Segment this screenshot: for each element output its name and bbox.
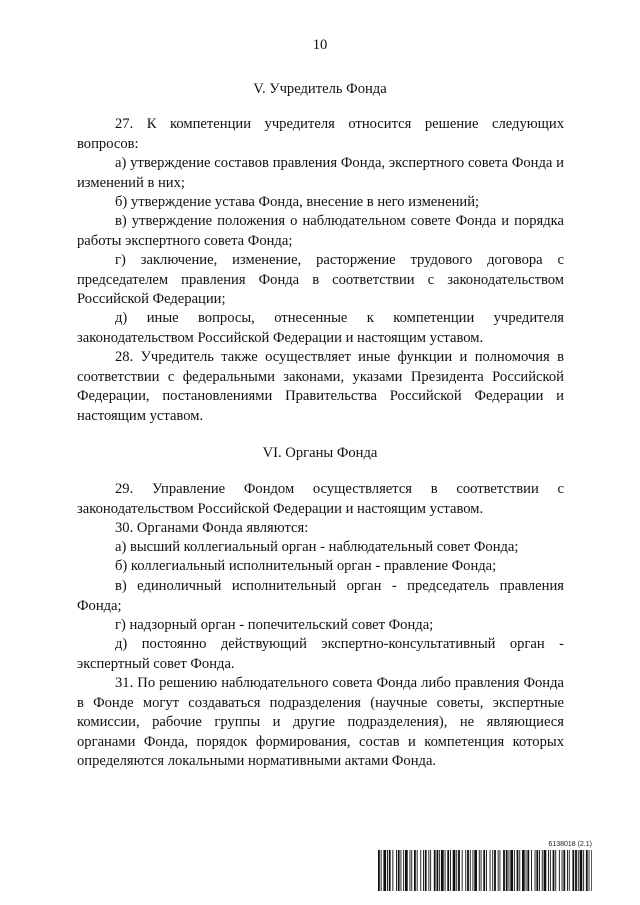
paragraph-28: 28. Учредитель также осуществляет иные функции и полномочия в соответствии с федеральными законами, указами Президента Российской Федерации, постановлениями Правительства Российской Федерации и настоящим уставом. — [77, 349, 564, 424]
paragraph-30v: в) единоличный исполнительный орган - председатель правления Фонда; — [77, 578, 564, 614]
paragraph-27g: г) заключение, изменение, расторжение трудового договора с председателем правления Фонда в соответствии с законодательством Российской Федерации; — [77, 252, 564, 307]
document-barcode — [378, 841, 592, 893]
paragraph-29: 29. Управление Фондом осуществляется в соответствии с законодательством Российской Федерации и настоящим уставом. — [77, 481, 564, 517]
barcode-icon — [378, 850, 592, 891]
paragraph-27v: в) утверждение положения о наблюдательном совете Фонда и порядка работы экспертного совета Фонда; — [77, 213, 564, 249]
paragraph-30: 30. Органами Фонда являются: — [115, 520, 309, 536]
paragraph-31: 31. По решению наблюдательного совета Фонда либо правления Фонда в Фонде могут создаваться подразделения (научные советы, экспертные комиссии, рабочие группы и другие подразделения), не являющиеся органами Фонда, порядок формирования, состав и компетенция которых определяются локальными нормативными актами Фонда. — [77, 675, 564, 769]
paragraph-27: 27. К компетенции учредителя относится решение следующих вопросов: — [77, 116, 564, 152]
section-heading: V. Учредитель Фонда — [253, 81, 387, 97]
paragraph-30b: б) коллегиальный исполнительный орган - правление Фонда; — [115, 558, 497, 574]
section-heading: VI. Органы Фонда — [262, 445, 378, 461]
barcode-label: 6138018 (2.1) — [548, 841, 592, 848]
paragraph-27b: б) утверждение устава Фонда, внесение в него изменений; — [115, 194, 480, 210]
paragraph-30d: д) постоянно действующий экспертно-консультативный орган - экспертный совет Фонда. — [77, 636, 564, 672]
paragraph-30a: а) высший коллегиальный орган - наблюдательный совет Фонда; — [115, 539, 519, 555]
paragraph-27d: д) иные вопросы, отнесенные к компетенции учредителя законодательством Российской Федерации и настоящим уставом. — [77, 310, 564, 346]
paragraph-30g: г) надзорный орган - попечительский совет Фонда; — [115, 617, 434, 633]
page-number: 10 — [312, 37, 328, 53]
paragraph-27a: а) утверждение составов правления Фонда, экспертного совета Фонда и изменений в них; — [77, 155, 564, 191]
